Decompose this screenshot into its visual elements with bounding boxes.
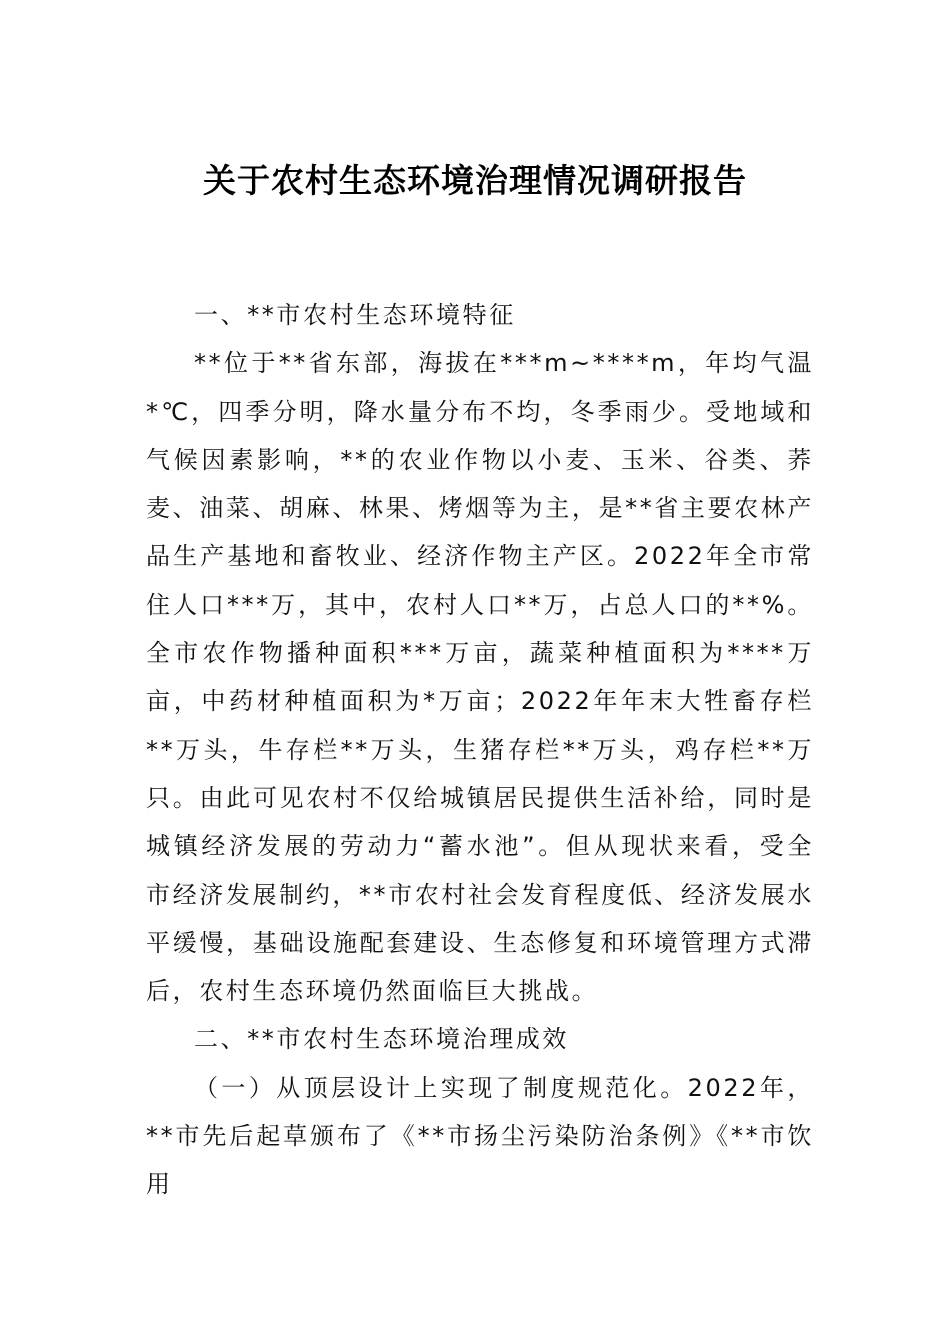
document-title: 关于农村生态环境治理情况调研报告 [203, 161, 747, 200]
section-heading-1: 一、**市农村生态环境特征 [194, 301, 516, 329]
paragraph-1: **位于**省东部，海拔在***m~****m，年均气温*℃，四季分明，降水量分布不均，冬季雨少。受地域和气候因素影响，**的农业作物以小麦、玉米、谷类、荞麦、油菜、胡麻、林果、烤烟等为主，是**省主要农林产品生产基地和畜牧业、经济作物主产区。2022年全市常住人口***万，其中，农村人口**万，占总人口的**%。全市农作物播种面积***万亩，蔬菜种植面积为****万亩，中药材种植面积为*万亩；2022年年末大牲畜存栏**万头，牛存栏**万头，生猪存栏**万头，鸡存栏**万只。由此可见农村不仅给城镇居民提供生活补给，同时是城镇经济发展的劳动力“蓄水池”。但从现状来看，受全市经济发展制约，**市农村社会发育程度低、经济发展水平缓慢，基础设施配套建设、生态修复和环境管理方式滞后，农村生态环境仍然面临巨大挑战。 [146, 349, 814, 1006]
paragraph-2: （一）从顶层设计上实现了制度规范化。2022年，**市先后起草颁布了《**市扬尘污染防治条例》《**市饮用 [146, 1073, 814, 1199]
section-heading-2: 二、**市农村生态环境治理成效 [194, 1025, 569, 1054]
document-body [146, 291, 814, 1209]
